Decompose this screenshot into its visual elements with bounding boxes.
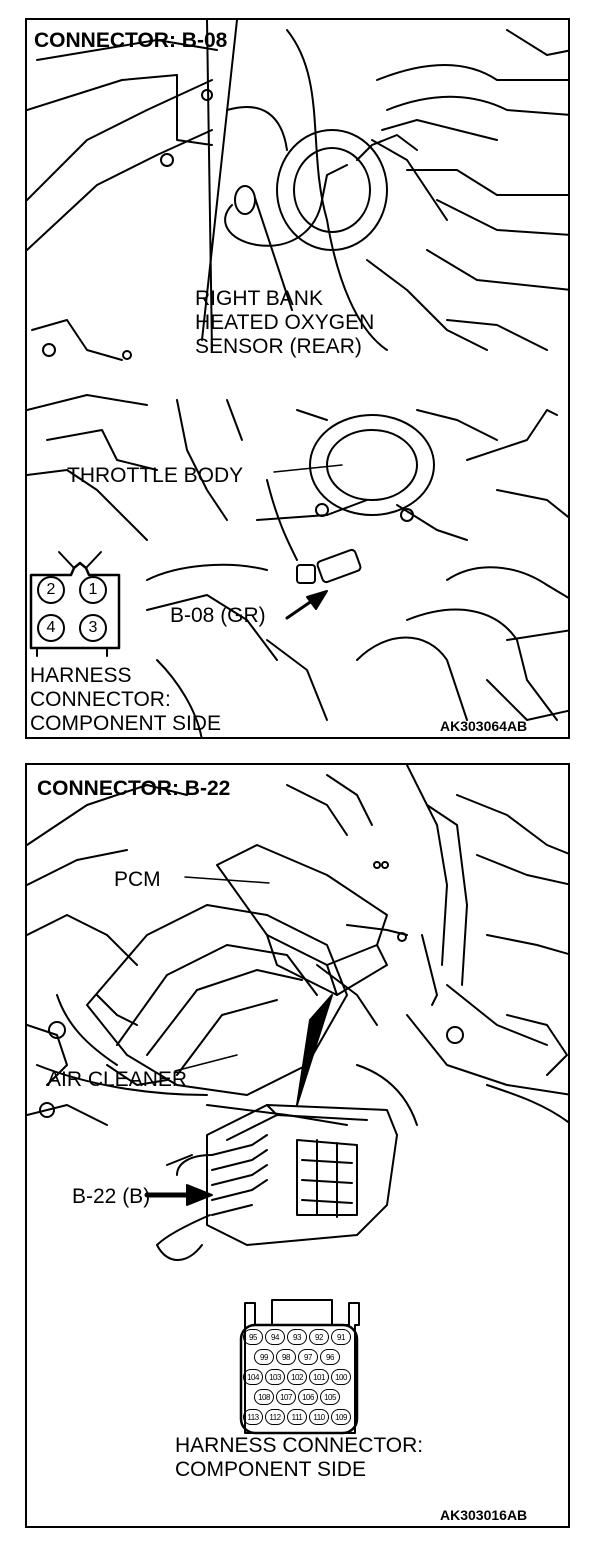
- pin-cell: 99: [254, 1349, 274, 1365]
- harness-label-line1: HARNESS CONNECTOR:: [175, 1434, 424, 1457]
- connector-label: B-08 (GR): [170, 604, 266, 627]
- pin-cell: 91: [331, 1329, 351, 1345]
- sensor-label-line1: RIGHT BANK: [195, 287, 323, 310]
- air-cleaner-label: AIR CLEANER: [47, 1068, 188, 1091]
- harness-label-line3: COMPONENT SIDE: [30, 712, 221, 735]
- pin-cell: 111: [287, 1409, 307, 1425]
- harness-connector-pin-grid: [243, 1327, 355, 1431]
- pin-label: 2: [46, 581, 56, 598]
- figure-code: AK303064AB: [440, 718, 528, 734]
- pin-cell: 108: [254, 1389, 274, 1405]
- pin-cell: 92: [309, 1329, 329, 1345]
- pcm-label: PCM: [114, 868, 161, 891]
- connector-title: CONNECTOR: B-08: [34, 29, 228, 52]
- harness-label-line1: HARNESS: [30, 664, 132, 687]
- pin-cell: 97: [298, 1349, 318, 1365]
- sensor-label-line2: HEATED OXYGEN: [195, 311, 375, 334]
- harness-label-line2: COMPONENT SIDE: [175, 1458, 366, 1481]
- pin-cell: 106: [298, 1389, 318, 1405]
- pin-cell: 98: [276, 1349, 296, 1365]
- pin-cell: 101: [309, 1369, 329, 1385]
- pin-cell: 95: [243, 1329, 263, 1345]
- sensor-label-line3: SENSOR (REAR): [195, 335, 362, 358]
- connector-label: B-22 (B): [72, 1185, 151, 1208]
- pin-cell: 96: [320, 1349, 340, 1365]
- connector-b22-panel: [25, 763, 570, 1528]
- pin-cell: 112: [265, 1409, 285, 1425]
- harness-label-line2: CONNECTOR:: [30, 688, 171, 711]
- pin-cell: 93: [287, 1329, 307, 1345]
- connector-b08-panel: [25, 18, 570, 739]
- pin-label: 4: [46, 619, 56, 636]
- figure-code: AK303016AB: [440, 1507, 528, 1523]
- engine-bay-illustration-b08: [27, 20, 570, 739]
- pin-cell: 102: [287, 1369, 307, 1385]
- pin-cell: 103: [265, 1369, 285, 1385]
- pin-cell: 113: [243, 1409, 263, 1425]
- pin-label: 3: [88, 619, 98, 636]
- pin-cell: 100: [331, 1369, 351, 1385]
- pin-cell: 110: [309, 1409, 329, 1425]
- pin-label: 1: [88, 581, 98, 598]
- connector-title: CONNECTOR: B-22: [37, 777, 231, 800]
- pin-cell: 94: [265, 1329, 285, 1345]
- pin-cell: 109: [331, 1409, 351, 1425]
- pin-cell: 107: [276, 1389, 296, 1405]
- throttle-body-label: THROTTLE BODY: [67, 464, 244, 487]
- pin-cell: 104: [243, 1369, 263, 1385]
- pin-cell: 105: [320, 1389, 340, 1405]
